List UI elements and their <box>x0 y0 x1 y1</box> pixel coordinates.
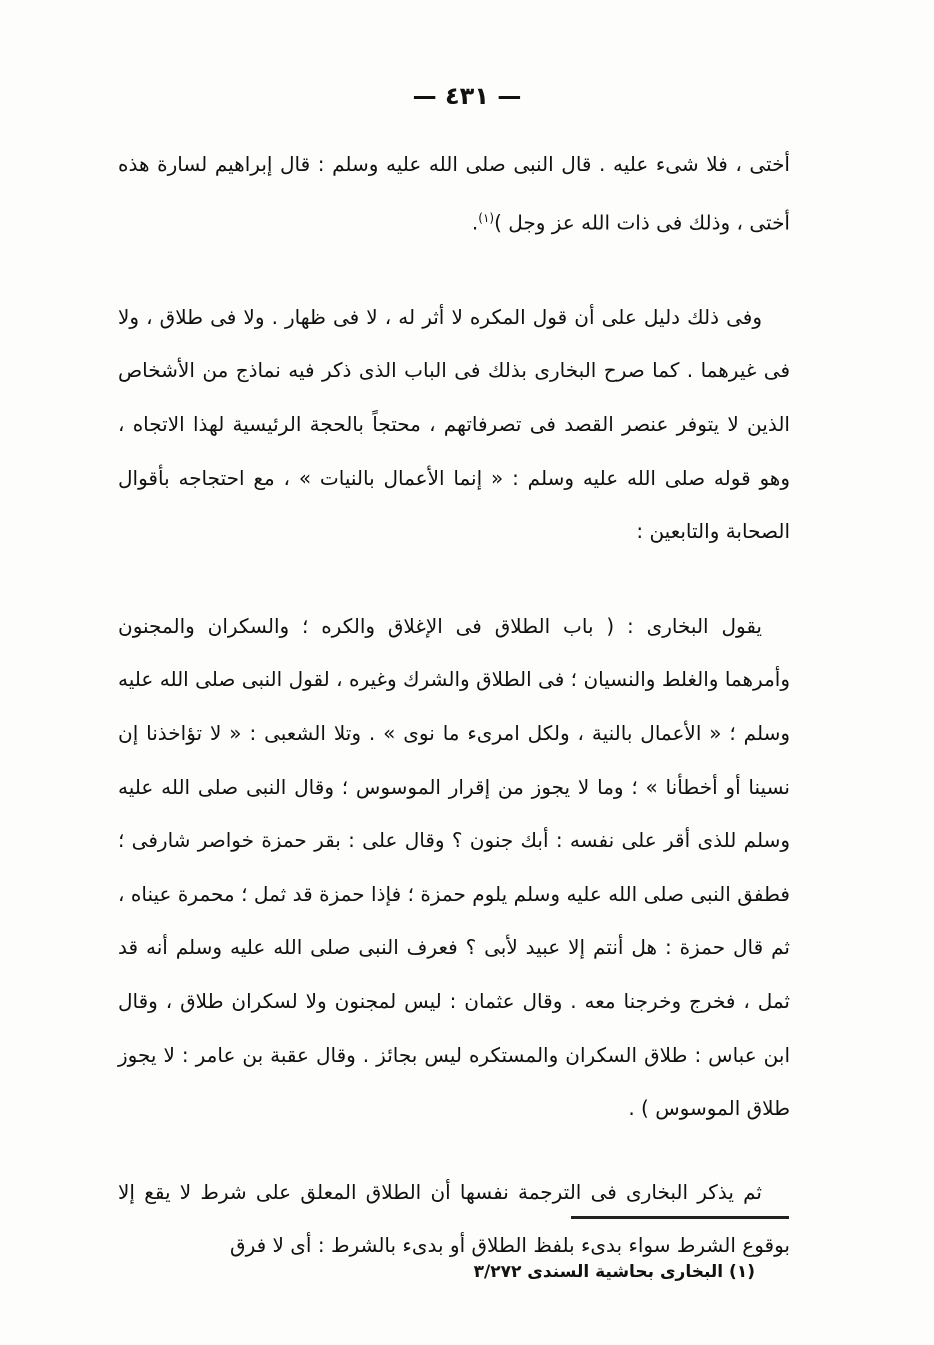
paragraph-1: أختى ، فلا شىء عليه . قال النبى صلى الله عليه وسلم : قال إبراهيم لسارة هذه أختى ، وذلك فى ذات الله عز وجل )$^{(١)}$. <box>118 152 790 235</box>
paragraph-spacer <box>118 559 790 600</box>
footnote-marker: (١) <box>478 210 495 225</box>
page-number: — ٤٣١ — <box>412 82 522 110</box>
body-text <box>118 138 790 1273</box>
paragraph-2: وفى ذلك دليل على أن قول المكره لا أثر له ، لا فى ظهار . ولا فى طلاق ، ولا فى غيرهما . كما صرح البخارى بذلك فى الباب الذى ذكر فيه نماذج من الأشخاص الذين لا يتوفر عنصر القصد فى تصرفاتهم ، محتجاً بالحجة الرئيسية لهذا الاتجاه ، وهو قوله صلى الله عليه وسلم : « إنما الأعمال بالنيات » ، مع احتجاجه بأقوال الصحابة والتابعين : <box>118 304 790 544</box>
footnote-divider <box>571 1216 789 1219</box>
paragraph-spacer <box>118 250 790 291</box>
paragraph-3: يقول البخارى : ( باب الطلاق فى الإغلاق والكره ؛ والسكران والمجنون وأمرهما والغلط والنسيان ؛ فى الطلاق والشرك وغيره ، لقول النبى صلى الله عليه وسلم ؛ « الأعمال بالنية ، ولكل امرىء ما نوى » . وتلا الشعبى : « لا تؤاخذنا إن نسينا أو أخطأنا » ؛ وما لا يجوز من إقرار الموسوس ؛ وقال النبى صلى الله عليه وسلم للذى أقر على نفسه : أبك جنون ؟ وقال على : بقر حمزة خواصر شارفى ؛ فطفق النبى صلى الله عليه وسلم يلوم حمزة ؛ فإذا حمزة قد ثمل ؛ محمرة عيناه ، ثم قال حمزة : هل أنتم إلا عبيد لأبى ؟ فعرف النبى صلى الله عليه وسلم أنه قد ثمل ، فخرج وخرجنا معه . وقال عثمان : ليس لمجنون ولا لسكران طلاق ، وقال ابن عباس : طلاق السكران والمستكره ليس بجائز . وقال عقبة بن عامر : لا يجوز طلاق الموسوس ) . <box>118 613 790 1121</box>
paragraph-4: ثم يذكر البخارى فى الترجمة نفسها أن الطلاق المعلق على شرط لا يقع إلا بوقوع الشرط سواء بدىء بلفظ الطلاق أو بدىء بالشرط : أى لا فرق <box>118 1179 790 1258</box>
footnote: (١) البخارى بحاشية السندى ٣/٢٧٢ <box>473 1262 755 1282</box>
paragraph-spacer <box>118 1136 790 1166</box>
paragraph-1-text: أختى ، فلا شىء عليه . قال النبى صلى الله عليه وسلم : قال إبراهيم لسارة هذه أختى ، وذلك فى ذات الله عز وجل ) <box>118 152 790 235</box>
